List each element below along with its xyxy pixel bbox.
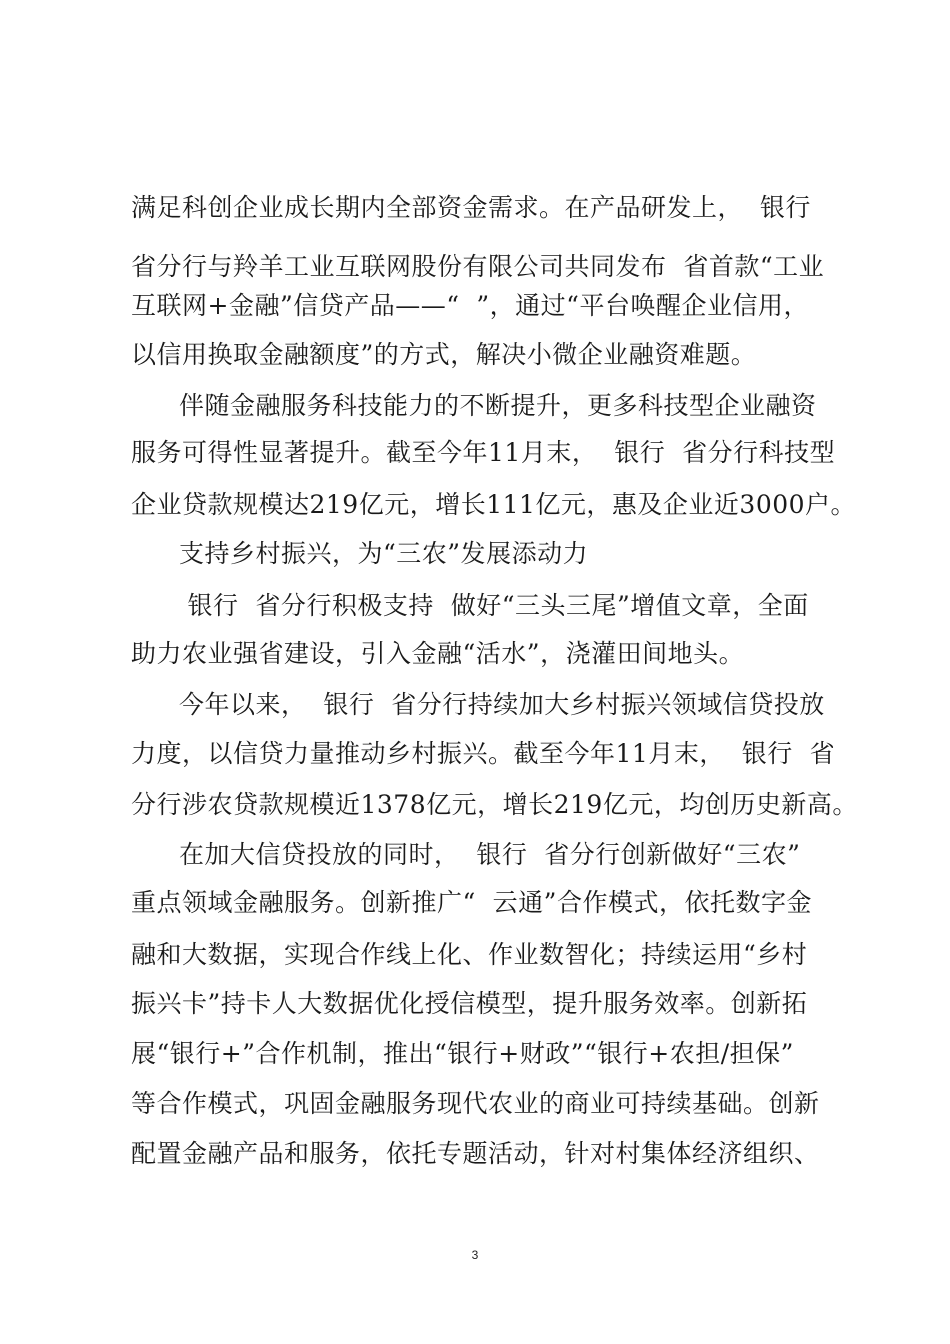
- body-text-line: 配置金融产品和服务，依托专题活动，针对村集体经济组织、: [131, 1139, 820, 1168]
- body-text-line: 省分行与羚羊工业互联网股份有限公司共同发布 省首款“工业: [131, 252, 825, 281]
- body-text-line: 银行 省分行积极支持 做好“三头三尾”增值文章，全面: [179, 591, 809, 620]
- page-number: 3: [471, 1248, 479, 1262]
- body-text-line: 展“银行+”合作机制，推出“银行+财政”“银行+农担/担保”: [131, 1039, 794, 1068]
- body-text-line: 助力农业强省建设，引入金融“活水”，浇灌田间地头。: [131, 639, 745, 668]
- body-text-line: 服务可得性显著提升。截至今年11月末， 银行 省分行科技型: [131, 438, 836, 467]
- body-text-line: 以信用换取金融额度”的方式，解决小微企业融资难题。: [131, 340, 757, 369]
- body-text-line: 重点领域金融服务。创新推广“ 云通”合作模式，依托数字金: [131, 888, 812, 917]
- body-text-line: 在加大信贷投放的同时， 银行 省分行创新做好“三农”: [179, 840, 801, 869]
- body-text-line: 分行涉农贷款规模近1378亿元，增长219亿元，均创历史新高。: [131, 790, 858, 819]
- body-text-line: 企业贷款规模达219亿元，增长111亿元，惠及企业近3000户。: [131, 490, 857, 519]
- section-heading: 支持乡村振兴，为“三农”发展添动力: [179, 539, 589, 568]
- body-text-line: 互联网+金融”信贷产品——“ ”，通过“平台唤醒企业信用，: [131, 291, 809, 320]
- body-text-line: 满足科创企业成长期内全部资金需求。在产品研发上， 银行: [131, 193, 811, 222]
- body-text-line: 今年以来， 银行 省分行持续加大乡村振兴领域信贷投放: [179, 690, 825, 719]
- body-text-line: 等合作模式，巩固金融服务现代农业的商业可持续基础。创新: [131, 1089, 820, 1118]
- body-text-line: 振兴卡”持卡人大数据优化授信模型，提升服务效率。创新拓: [131, 989, 808, 1018]
- body-text-line: 力度，以信贷力量推动乡村振兴。截至今年11月末， 银行 省: [131, 739, 836, 768]
- body-text-line: 伴随金融服务科技能力的不断提升，更多科技型企业融资: [179, 391, 817, 420]
- body-text-line: 融和大数据，实现合作线上化、作业数智化；持续运用“乡村: [131, 940, 808, 969]
